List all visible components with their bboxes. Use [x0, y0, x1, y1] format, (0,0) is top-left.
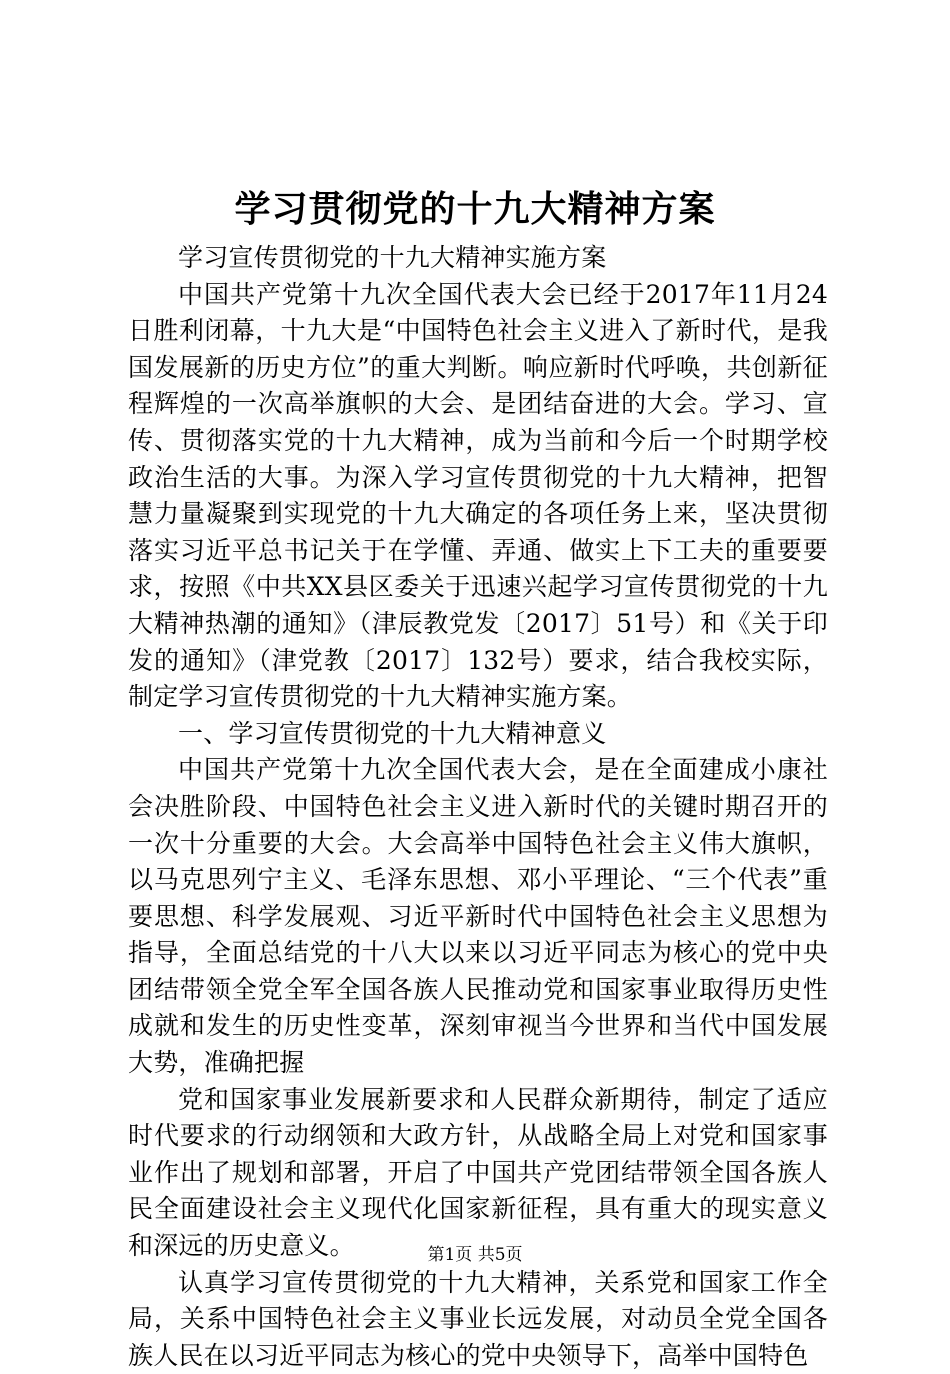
document-body [128, 240, 828, 1374]
body-paragraph: 党和国家事业发展新要求和人民群众新期待，制定了适应时代要求的行动纲领和大政方针，从战略全局上对党和国家事业作出了规划和部署，开启了中国共产党团结带领全国各族人民全面建设社会主义现代化国家新征程，具有重大的现实意义和深远的历史意义。 [128, 1084, 828, 1261]
page-number-footer: 第1页 共5页 [427, 1245, 523, 1265]
intro-paragraph: 中国共产党第十九次全国代表大会已经于2017年11月24日胜利闭幕，十九大是“中国特色社会主义进入了新时代，是我国发展新的历史方位”的重大判断。响应新时代呼唤，共创新征程辉煌的一次高举旗帜的大会、是团结奋进的大会。学习、宣传、贯彻落实党的十九大精神，成为当前和今后一个时期学校政治生活的大事。为深入学习宣传贯彻党的十九大精神，把智慧力量凝聚到实现党的十九大确定的各项任务上来，坚决贯彻落实习近平总书记关于在学懂、弄通、做实上下工夫的重要要求，按照《中共XX县区委关于迅速兴起学习宣传贯彻党的十九大精神热潮的通知》（津辰教党发〔2017〕51号）和《关于印发的通知》（津党教〔2017〕132号）要求，结合我校实际，制定学习宣传贯彻党的十九大精神实施方案。 [128, 279, 828, 712]
body-paragraph: 认真学习宣传贯彻党的十九大精神，关系党和国家工作全局，关系中国特色社会主义事业长远发展，对动员全党全国各族人民在以习近平同志为核心的党中央领导下，高举中国特色 [128, 1267, 828, 1370]
section-heading: 一、学习宣传贯彻党的十九大精神意义 [178, 718, 607, 748]
body-paragraph: 中国共产党第十九次全国代表大会，是在全面建成小康社会决胜阶段、中国特色社会主义进入新时代的关键时期召开的一次十分重要的大会。大会高举中国特色社会主义伟大旗帜，以马克思列宁主义、毛泽东思想、邓小平理论、“三个代表”重要思想、科学发展观、习近平新时代中国特色社会主义思想为指导，全面总结党的十八大以来以习近平同志为核心的党中央团结带领全党全军全国各族人民推动党和国家事业取得历史性成就和发生的历史性变革，深刻审视当今世界和当代中国发展大势，准确把握 [128, 755, 828, 1078]
subtitle-paragraph: 学习宣传贯彻党的十九大精神实施方案 [178, 243, 607, 272]
document-title: 学习贯彻党的十九大精神方案 [234, 188, 716, 230]
